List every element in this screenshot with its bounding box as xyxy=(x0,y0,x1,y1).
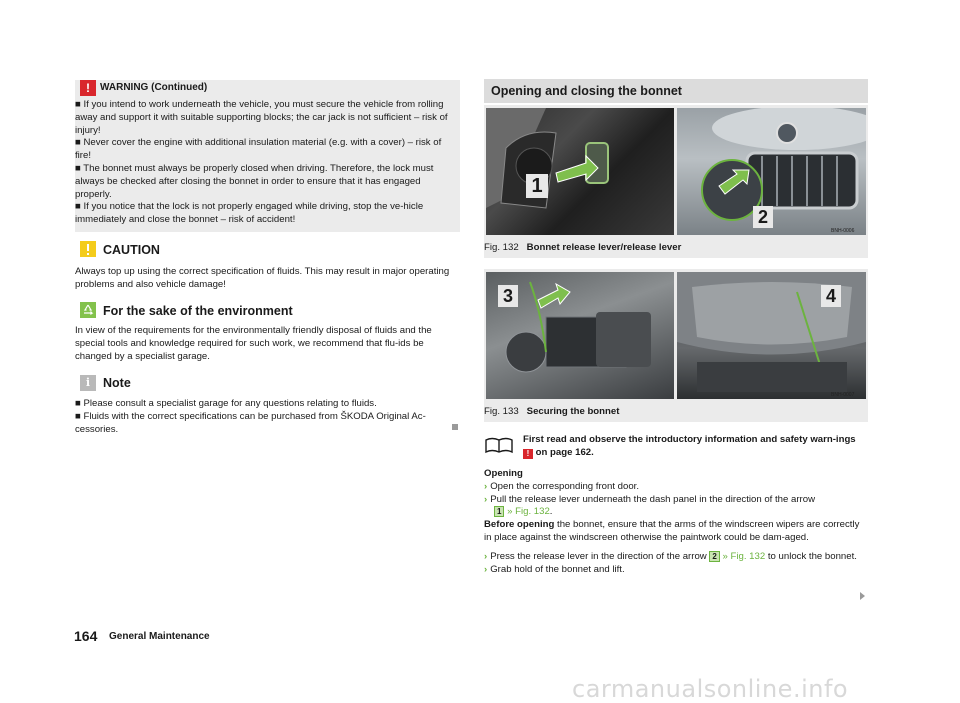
warning-body xyxy=(75,99,455,227)
callout-3: 3 xyxy=(498,285,518,307)
step-arrow-icon: › xyxy=(484,480,488,492)
step-item xyxy=(484,551,864,564)
caution-title: CAUTION xyxy=(103,243,160,257)
instructions xyxy=(484,468,864,576)
figure-132 xyxy=(484,105,868,258)
callout-4: 4 xyxy=(821,285,841,307)
step-text: Open the corresponding front door. xyxy=(490,480,640,492)
step-text: . xyxy=(549,506,553,518)
warning-item: ■ If you notice that the lock is not properly engaged while driving, stop the ve-hicle immediately and close the bonnet – risk of accident! xyxy=(75,201,424,226)
before-opening-paragraph xyxy=(484,519,864,545)
callout-1: 1 xyxy=(526,174,548,198)
figure-caption xyxy=(484,242,681,253)
step-text: Grab hold of the bonnet and lift. xyxy=(490,563,625,575)
step-item xyxy=(484,564,864,577)
figure-title: Securing the bonnet xyxy=(526,406,620,417)
arrow-number-badge: 2 xyxy=(709,551,719,562)
info-icon: i xyxy=(80,375,96,391)
photo-engine-bay xyxy=(486,272,674,399)
page-number: 164 xyxy=(74,628,98,644)
photo-bonnet-lever xyxy=(677,108,866,235)
warning-item: ■ Never cover the engine with additional insulation material (e.g. with a cover) – risk of fire! xyxy=(75,137,442,162)
warning-icon: ! xyxy=(80,80,96,96)
continued-marker xyxy=(860,592,865,600)
step-item xyxy=(484,481,864,494)
step-text: Pull the release lever underneath the dash panel in the direction of the arrow xyxy=(490,493,815,505)
book-icon xyxy=(484,436,514,454)
note-item: ■ Please consult a specialist garage for any questions relating to fluids. xyxy=(75,398,377,409)
figure-link[interactable]: » Fig. 132 xyxy=(722,550,766,562)
photo-bonnet-strut xyxy=(677,272,866,399)
callout-2: 2 xyxy=(753,206,773,228)
step-arrow-icon: › xyxy=(484,563,488,575)
note-text xyxy=(75,398,460,436)
step-arrow-icon: › xyxy=(484,493,488,505)
chapter-title: General Maintenance xyxy=(109,631,210,642)
warning-icon: ! xyxy=(523,449,533,459)
page-reference[interactable]: on page 162. xyxy=(535,446,594,458)
environment-text: In view of the requirements for the environmentally friendly disposal of fluids and the special tools and knowledge required for such work, we recommend that flu-ids be changed by a specialist garage. xyxy=(75,325,432,362)
figure-caption xyxy=(484,406,619,417)
watermark: carmanualsonline.info xyxy=(572,675,849,703)
step-text: Press the release lever in the direction of the arrow xyxy=(490,550,707,562)
arrow-number-badge: 1 xyxy=(494,506,504,517)
opening-heading: Opening xyxy=(484,468,523,479)
figure-link[interactable]: » Fig. 132 xyxy=(507,506,550,518)
figure-133 xyxy=(484,269,868,422)
note-item: ■ Fluids with the correct specifications can be purchased from ŠKODA Original Ac-cessories. xyxy=(75,410,426,435)
before-opening-text: the bonnet, ensure that the arms of the windscreen wipers are correctly in place against the windscreen otherwise the paintwork could be dam-aged. xyxy=(484,519,860,543)
step-text: to unlock the bonnet. xyxy=(767,550,857,562)
note-title: Note xyxy=(103,376,131,390)
environment-title: For the sake of the environment xyxy=(103,304,293,318)
step-item xyxy=(484,494,864,520)
section-title: Opening and closing the bonnet xyxy=(491,84,682,98)
warning-item: ■ If you intend to work underneath the vehicle, you must secure the vehicle from rolling away and support it with suitable supporting blocks; the car jack is not sufficient – risk of injury! xyxy=(75,99,448,136)
recycle-icon xyxy=(80,302,96,318)
before-opening-label: Before opening xyxy=(484,519,555,531)
figure-label: Fig. 132 xyxy=(484,242,519,253)
caution-icon xyxy=(80,241,96,257)
caution-text: Always top up using the correct specification of fluids. This may result in major operating problems and also vehicle damage! xyxy=(75,266,450,290)
figure-title: Bonnet release lever/release lever xyxy=(526,242,682,253)
figure-label: Fig. 133 xyxy=(484,406,519,417)
warning-title: WARNING (Continued) xyxy=(100,82,208,93)
warning-item: ■ The bonnet must always be properly closed when driving. Therefore, the lock must always be checked after closing the bonnet in order to ensure that it has engaged properly. xyxy=(75,162,434,200)
read-first-notice xyxy=(523,434,863,460)
figure-code: BNH-0007 xyxy=(831,392,855,398)
photo-release-lever xyxy=(486,108,674,235)
figure-code: BNH-0006 xyxy=(831,228,855,234)
read-first-text: First read and observe the introductory information and safety warn-ings xyxy=(523,434,856,445)
step-arrow-icon: › xyxy=(484,550,488,562)
section-end-marker xyxy=(452,424,458,430)
